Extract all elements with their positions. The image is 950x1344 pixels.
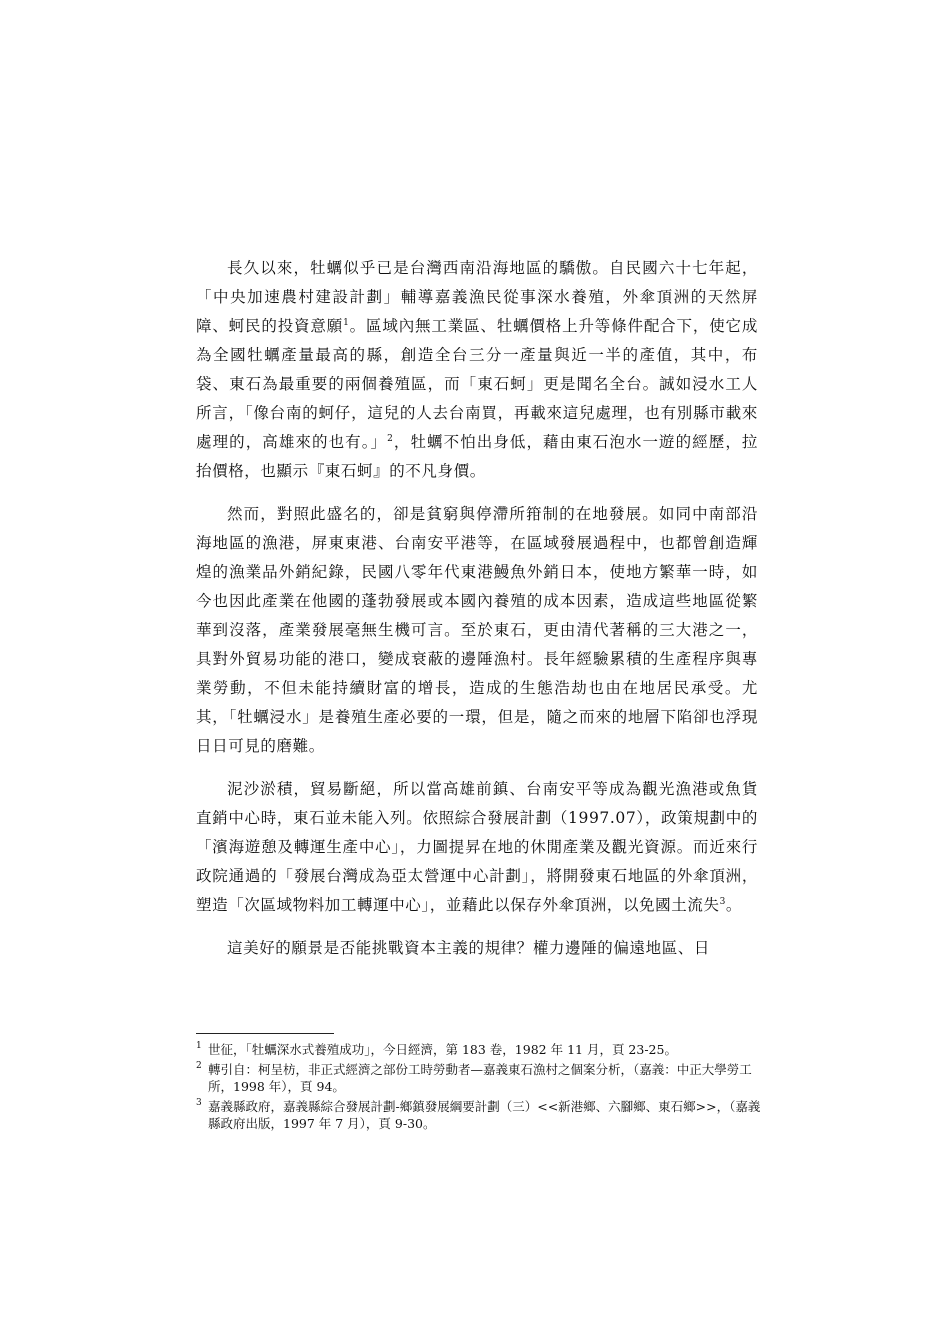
footnote-ref-1[interactable]: 1 bbox=[343, 317, 350, 328]
paragraph-2 bbox=[196, 500, 758, 761]
paragraph-text: 。 bbox=[725, 896, 742, 914]
paragraph-text: ，牡蠣不怕出身低，藉由東石泡水一遊的經歷，拉抬價格，也顯示『東石蚵』的不凡身價。 bbox=[196, 433, 759, 480]
footnote-ref-3[interactable]: 3 bbox=[719, 896, 726, 907]
footnote-1 bbox=[196, 1041, 764, 1058]
footnote-text: 嘉義縣政府，嘉義縣綜合發展計劃-鄉鎮發展綱要計劃（三）<<新港鄉、六腳鄉、東石鄉>>，（嘉義縣政府出版，1997 年 7 月），頁 9-30。 bbox=[208, 1099, 761, 1131]
footnote-3 bbox=[196, 1098, 764, 1132]
paragraph-text: 然而，對照此盛名的，卻是貧窮與停滯所箝制的在地發展。如同中南部沿海地區的漁港，屏東東港、台南安平港等，在區域發展過程中，也都曾創造輝煌的漁業品外銷紀錄，民國八零年代東港鰻魚外銷日本，使地方繁華一時，如今也因此產業在他國的蓬勃發展或本國內養殖的成本因素，造成這些地區從繁華到沒落，產業發展毫無生機可言。至於東石，更由清代著稱的三大港之一，具對外貿易功能的港口，變成衰蔽的邊陲漁村。長年經驗累積的生產程序與專業勞動，不但未能持續財富的增長，造成的生態浩劫也由在地居民承受。尤其，「牡蠣浸水」是養殖生產必要的一環，但是，隨之而來的地層下陷卻也浮現日日可見的磨難。 bbox=[196, 505, 758, 755]
footnote-2 bbox=[196, 1061, 764, 1095]
footnote-number: 1 bbox=[196, 1041, 202, 1051]
footnote-text: 轉引自：柯呈枋，非正式經濟之部份工時勞動者—嘉義東石漁村之個案分析，（嘉義：中正大學勞工所，1998 年），頁 94。 bbox=[208, 1062, 752, 1094]
footnote-separator bbox=[196, 1033, 334, 1034]
footnote-text: 世征，「牡蠣深水式養殖成功」，今日經濟，第 183 卷，1982 年 11 月，頁 23-25。 bbox=[208, 1042, 677, 1057]
paragraph-3 bbox=[196, 775, 758, 920]
paragraph-text: 這美好的願景是否能挑戰資本主義的規律？權力邊陲的偏遠地區、日 bbox=[227, 939, 711, 957]
paragraph-text: 長久以來，牡蠣似乎已是台灣西南沿海地區的驕傲。自民國六十七年起，「中央加速農村建設計劃」輔導嘉義漁民從事深水養殖，外傘頂洲的天然屏障、蚵民的投資意願 bbox=[196, 259, 758, 335]
body-text bbox=[196, 254, 758, 977]
footnote-ref-2[interactable]: 2 bbox=[387, 433, 394, 444]
footnotes bbox=[196, 1041, 764, 1135]
paragraph-text: 泥沙淤積，貿易斷絕，所以當高雄前鎮、台南安平等成為觀光漁港或魚貨直銷中心時，東石並未能入列。依照綜合發展計劃（1997.07），政策規劃中的「濱海遊憩及轉運生產中心」，力圖提昇在地的休閒產業及觀光資源。而近來行政院通過的「發展台灣成為亞太營運中心計劃」，將開發東石地區的外傘頂洲，塑造「次區域物料加工轉運中心」，並藉此以保存外傘頂洲，以免國土流失 bbox=[196, 780, 758, 914]
paragraph-1 bbox=[196, 254, 758, 486]
footnote-number: 2 bbox=[196, 1061, 202, 1071]
paragraph-4 bbox=[196, 934, 758, 963]
footnote-number: 3 bbox=[196, 1098, 202, 1108]
paragraph-text: 。區域內無工業區、牡蠣價格上升等條件配合下，使它成為全國牡蠣產量最高的縣，創造全台三分一產量與近一半的產值，其中，布袋、東石為最重要的兩個養殖區，而「東石蚵」更是聞名全台。誠如浸水工人所言，「像台南的蚵仔，這兒的人去台南買，再載來這兒處理，也有別縣市載來處理的，高雄來的也有。」 bbox=[196, 317, 758, 451]
